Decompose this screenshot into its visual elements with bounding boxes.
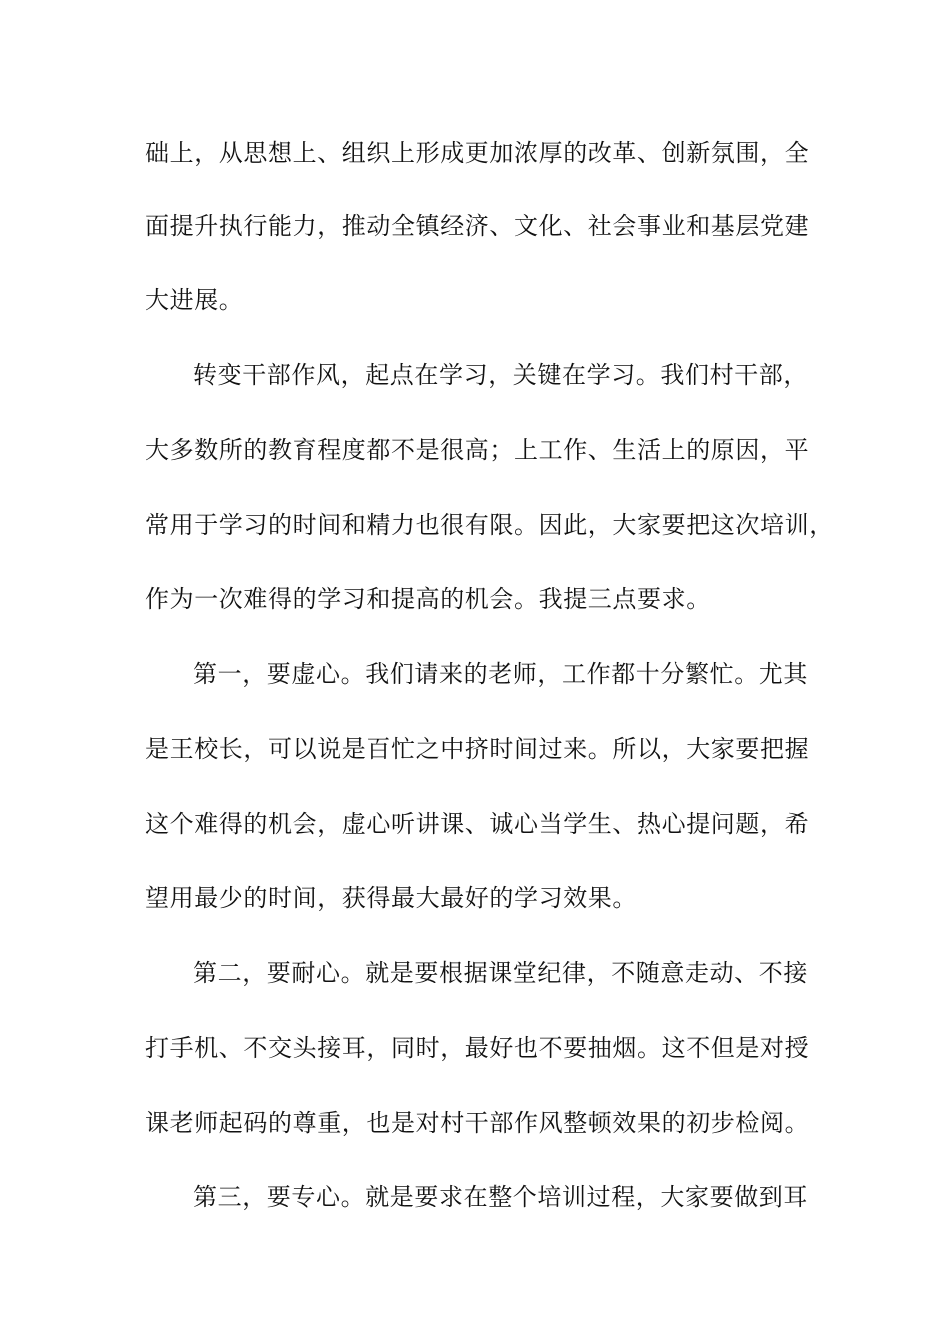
text-line-5: 大多数所的教育程度都不是很高；上工作、生活上的原因，平: [145, 436, 810, 464]
text-line-3: 大进展。: [145, 286, 244, 314]
text-line-6: 常用于学习的时间和精力也很有限。因此，大家要把这次培训，: [145, 511, 834, 539]
paragraph-2-line-1: 转变干部作风，起点在学习，关键在学习。我们村干部，: [193, 361, 808, 389]
paragraph-3-line-1: 第一，要虚心。我们请来的老师，工作都十分繁忙。尤其: [193, 660, 808, 688]
text-line-13: 打手机、不交头接耳，同时，最好也不要抽烟。这不但是对授: [145, 1034, 810, 1062]
paragraph-4-line-1: 第二，要耐心。就是要根据课堂纪律，不随意走动、不接: [193, 959, 808, 987]
text-line-7: 作为一次难得的学习和提高的机会。我提三点要求。: [145, 585, 711, 613]
text-line-10: 这个难得的机会，虚心听讲课、诚心当学生、热心提问题，希: [145, 810, 810, 838]
paragraph-5-line-1: 第三，要专心。就是要求在整个培训过程，大家要做到耳: [193, 1183, 808, 1211]
text-line-14: 课老师起码的尊重，也是对村干部作风整顿效果的初步检阅。: [145, 1109, 810, 1137]
text-line-1: 础上，从思想上、组织上形成更加浓厚的改革、创新氛围，全: [145, 139, 810, 167]
text-line-2: 面提升执行能力，推动全镇经济、文化、社会事业和基层党建: [145, 212, 810, 240]
text-line-9: 是王校长，可以说是百忙之中挤时间过来。所以，大家要把握: [145, 735, 810, 763]
text-line-11: 望用最少的时间，获得最大最好的学习效果。: [145, 884, 637, 912]
